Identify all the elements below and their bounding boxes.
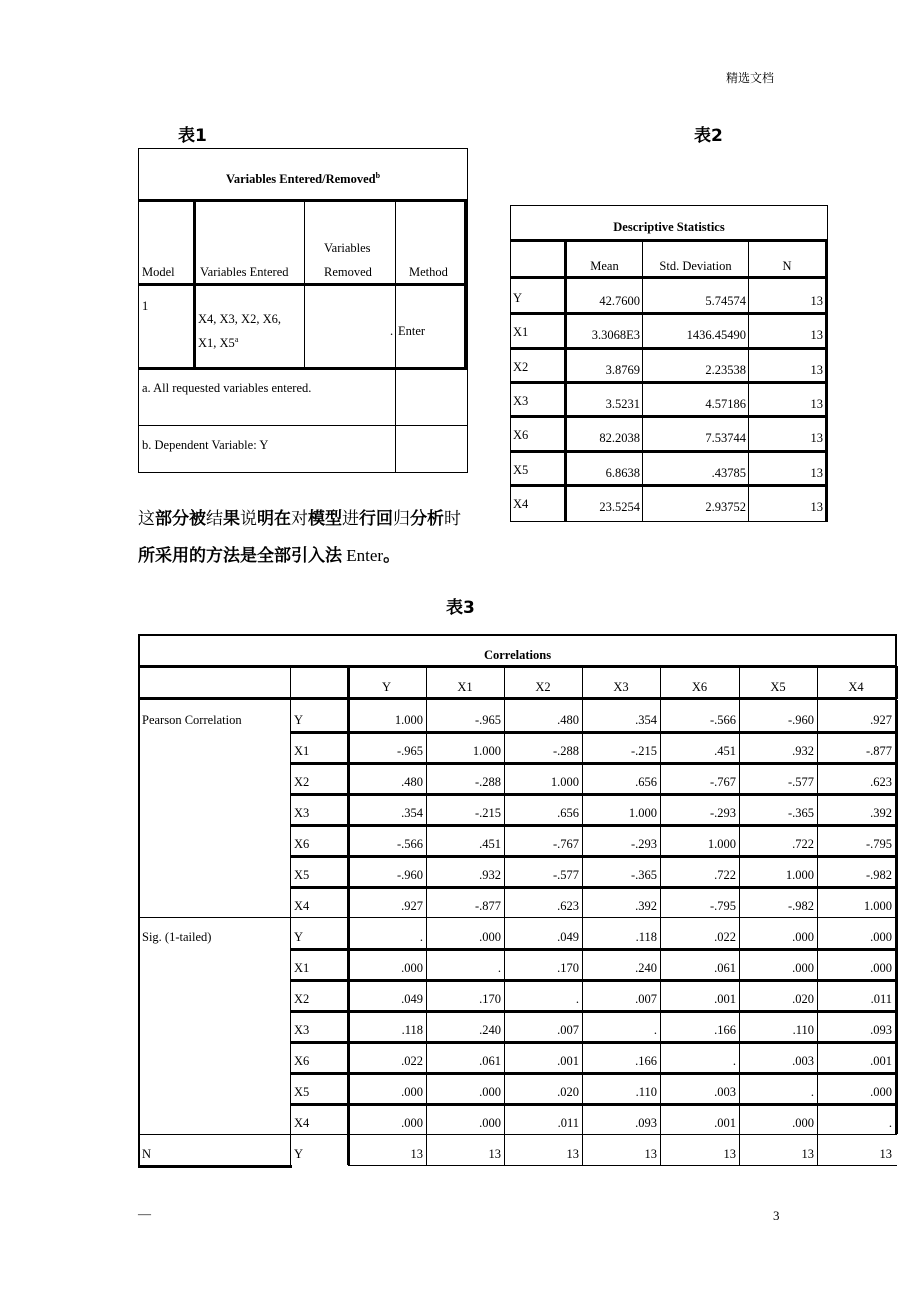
t3-cell: -.577 [787, 775, 814, 789]
t3-cell: .001 [557, 1054, 579, 1068]
t2-row-var: X3 [513, 394, 529, 408]
t3-cell: .927 [870, 713, 892, 727]
t3-row-var: Y [294, 1147, 304, 1161]
t3-cell: -.767 [552, 837, 579, 851]
t2-row-var: X2 [513, 360, 529, 374]
t2-row-mean: 82.2038 [599, 431, 640, 445]
t3-cell: .451 [714, 744, 736, 758]
t3-row-var: X3 [294, 806, 310, 820]
t3-cell: -.566 [709, 713, 736, 727]
page-header: 精选文档 [726, 71, 775, 85]
t3-cell: -.215 [474, 806, 501, 820]
t3-cell: .049 [557, 930, 579, 944]
t2-col-sd: Std. Deviation [659, 259, 732, 273]
t3-cell: -.965 [396, 744, 423, 758]
table2-label: 表2 [694, 126, 723, 146]
t2-row-sd: 2.93752 [705, 500, 746, 514]
t3-row-var: X2 [294, 992, 310, 1006]
t1-method-value: Enter [398, 324, 426, 338]
t3-row-var: X2 [294, 775, 310, 789]
t3-cell: .932 [792, 744, 814, 758]
t3-cell: .000 [792, 961, 814, 975]
t3-cell: . [419, 930, 423, 944]
t3-cell: .170 [479, 992, 501, 1006]
t3-row-var: X4 [294, 1116, 310, 1130]
t3-cell: -.293 [630, 837, 657, 851]
t3-row-var: X3 [294, 1023, 310, 1037]
t2-row-mean: 23.5254 [599, 500, 640, 514]
t3-cell: . [497, 961, 501, 975]
t2-row-sd: 7.53744 [705, 431, 746, 445]
table1-title: Variables Entered/Removed$^b$ [225, 171, 381, 187]
paragraph-line-2: 所采用的方法是全部引入法 Enter。 [138, 546, 401, 566]
t2-row-var: X1 [513, 325, 529, 339]
t3-cell: .927 [401, 899, 423, 913]
t2-row-mean: 3.5231 [605, 397, 640, 411]
t3-row-var: X1 [294, 961, 310, 975]
t3-cell: .480 [557, 713, 579, 727]
t2-row-sd: 2.23538 [705, 363, 746, 377]
t3-cell: 1.000 [785, 868, 814, 882]
t3-cell: -.960 [396, 868, 423, 882]
t3-row-var: X6 [294, 837, 310, 851]
t3-cell: 1.000 [550, 775, 579, 789]
t3-cell: 13 [801, 1147, 814, 1161]
t3-cell: -.288 [474, 775, 501, 789]
t3-cell: .110 [635, 1085, 657, 1099]
t3-cell: .354 [635, 713, 657, 727]
t3-cell: .240 [635, 961, 657, 975]
t3-cell: .000 [401, 961, 423, 975]
t3-cell: .001 [870, 1054, 892, 1068]
t3-row-var: X1 [294, 744, 310, 758]
t3-cell: 1.000 [863, 899, 892, 913]
t2-row-n: 13 [810, 466, 823, 480]
footer-dash: — [138, 1206, 151, 1221]
t3-cell: 13 [566, 1147, 579, 1161]
t2-row-sd: 1436.45490 [686, 328, 746, 342]
t3-cell: .093 [870, 1023, 892, 1037]
t1-footnote-b: b. Dependent Variable: Y [142, 438, 269, 452]
t3-cell: .022 [401, 1054, 423, 1068]
t3-col-header: Y [381, 680, 392, 694]
t3-col-header: X1 [457, 680, 473, 694]
t1-model-value: 1 [142, 299, 149, 313]
t3-section-pearson: Pearson Correlation [142, 713, 242, 727]
t3-cell: .000 [792, 1116, 814, 1130]
t3-cell: 1.000 [707, 837, 736, 851]
t3-cell: .000 [870, 930, 892, 944]
t3-cell: -.215 [630, 744, 657, 758]
t2-row-sd: 4.57186 [705, 397, 746, 411]
t3-cell: .354 [401, 806, 423, 820]
t3-cell: .000 [479, 930, 501, 944]
t3-cell: -.566 [396, 837, 423, 851]
t3-cell: 1.000 [472, 744, 501, 758]
t3-row-var: Y [294, 930, 304, 944]
t2-row-n: 13 [810, 328, 823, 342]
t3-cell: .623 [870, 775, 892, 789]
t3-cell: .093 [635, 1116, 657, 1130]
t2-row-mean: 3.8769 [605, 363, 640, 377]
t3-cell: -.365 [630, 868, 657, 882]
t3-cell: -.965 [474, 713, 501, 727]
t2-col-mean: Mean [590, 259, 619, 273]
t3-cell: .001 [714, 992, 736, 1006]
table2-title: Descriptive Statistics [613, 220, 725, 234]
t3-cell: 1.000 [394, 713, 423, 727]
t3-cell: .000 [792, 930, 814, 944]
t3-col-header: X5 [770, 680, 786, 694]
t3-cell: .170 [557, 961, 579, 975]
t2-row-n: 13 [810, 363, 823, 377]
t3-cell: .022 [714, 930, 736, 944]
paragraph-line-1: 这部分被结果说明在对模型进行回归分析时 [138, 509, 461, 529]
t3-cell: 13 [644, 1147, 657, 1161]
t3-section-n: N [142, 1147, 152, 1161]
t3-cell: . [810, 1085, 814, 1099]
t3-section-sig: Sig. (1-tailed) [142, 930, 212, 944]
t3-cell: .932 [479, 868, 501, 882]
t3-cell: .240 [479, 1023, 501, 1037]
t3-cell: .007 [557, 1023, 579, 1037]
t2-col-n: N [782, 259, 792, 273]
t2-row-var: X6 [513, 428, 529, 442]
t2-row-n: 13 [810, 397, 823, 411]
t3-cell: 13 [488, 1147, 501, 1161]
t1-removed-value: . [390, 324, 394, 338]
table1-label: 表1 [178, 126, 207, 146]
t3-cell: .020 [557, 1085, 579, 1099]
t3-cell: .722 [714, 868, 736, 882]
t2-row-mean: 42.7600 [599, 294, 640, 308]
t3-col-header: X4 [848, 680, 864, 694]
t3-cell: -.960 [787, 713, 814, 727]
t3-cell: .000 [870, 961, 892, 975]
t3-cell: .000 [401, 1116, 423, 1130]
t2-row-mean: 3.3068E3 [591, 328, 640, 342]
t3-cell: .061 [479, 1054, 501, 1068]
t3-cell: .392 [870, 806, 892, 820]
t3-cell: .392 [635, 899, 657, 913]
explanation-paragraph [138, 511, 461, 565]
t3-cell: .061 [714, 961, 736, 975]
t2-row-var: X4 [513, 497, 529, 511]
t3-row-var: Y [294, 713, 304, 727]
t1-col-removed-2: Removed [324, 265, 372, 279]
t3-col-header: X3 [613, 680, 629, 694]
t3-cell: .011 [870, 992, 892, 1006]
t3-cell: -.577 [552, 868, 579, 882]
t3-row-var: X5 [294, 868, 310, 882]
t2-row-var: X5 [513, 463, 529, 477]
t3-cell: .480 [401, 775, 423, 789]
t3-col-header: X6 [691, 680, 708, 694]
t2-row-n: 13 [810, 500, 823, 514]
t1-entered-line2: X1, X5$^a$ [198, 335, 239, 351]
t3-cell: -.288 [552, 744, 579, 758]
t3-cell: -.795 [865, 837, 892, 851]
t3-cell: .623 [557, 899, 579, 913]
t3-cell: .166 [714, 1023, 736, 1037]
t2-row-n: 13 [810, 294, 823, 308]
t3-cell: -.877 [865, 744, 892, 758]
t3-cell: .000 [479, 1116, 501, 1130]
t3-cell: .007 [635, 992, 657, 1006]
t3-cell: .722 [792, 837, 814, 851]
t3-cell: . [732, 1054, 736, 1068]
t1-entered-line1: X4, X3, X2, X6, [198, 312, 281, 326]
t3-cell: .118 [635, 930, 657, 944]
t3-cell: -.982 [787, 899, 814, 913]
t3-cell: 13 [723, 1147, 736, 1161]
t2-row-var: Y [513, 291, 523, 305]
t3-cell: .656 [635, 775, 657, 789]
t3-cell: .000 [401, 1085, 423, 1099]
t1-col-method: Method [409, 265, 448, 279]
t3-row-var: X5 [294, 1085, 310, 1099]
t3-cell: -.293 [709, 806, 736, 820]
t3-cell: 13 [410, 1147, 423, 1161]
t3-cell: -.795 [709, 899, 736, 913]
t3-row-var: X6 [294, 1054, 310, 1068]
t3-cell: 1.000 [628, 806, 657, 820]
t1-col-model: Model [142, 265, 175, 279]
t3-cell: -.767 [709, 775, 736, 789]
t1-footnote-a: a. All requested variables entered. [142, 381, 312, 395]
t3-cell: -.877 [474, 899, 501, 913]
t3-cell: . [575, 992, 579, 1006]
page-number: 3 [773, 1208, 780, 1223]
t3-cell: -.982 [865, 868, 892, 882]
t3-cell: .001 [714, 1116, 736, 1130]
t3-col-header: X2 [535, 680, 551, 694]
table3-label: 表3 [446, 598, 475, 618]
t3-cell: .011 [557, 1116, 579, 1130]
t1-col-removed-1: Variables [324, 241, 371, 255]
t3-cell: -.365 [787, 806, 814, 820]
t3-cell: .049 [401, 992, 423, 1006]
t2-row-n: 13 [810, 431, 823, 445]
t3-cell: .118 [401, 1023, 423, 1037]
t3-cell: .000 [479, 1085, 501, 1099]
t3-row-var: X4 [294, 899, 310, 913]
t3-cell: .003 [792, 1054, 814, 1068]
t3-cell: 13 [879, 1147, 892, 1161]
t3-cell: .110 [792, 1023, 814, 1037]
t3-cell: .166 [635, 1054, 657, 1068]
t3-cell: .000 [870, 1085, 892, 1099]
t3-cell: . [653, 1023, 657, 1037]
t3-cell: .451 [479, 837, 501, 851]
t3-cell: .020 [792, 992, 814, 1006]
t3-cell: .656 [557, 806, 579, 820]
t1-col-entered: Variables Entered [200, 265, 289, 279]
table3-title: Correlations [483, 648, 552, 662]
t3-cell: . [888, 1116, 892, 1130]
t2-row-mean: 6.8638 [605, 466, 640, 480]
t2-row-sd: .43785 [711, 466, 746, 480]
t2-row-sd: 5.74574 [705, 294, 746, 308]
t3-cell: .003 [714, 1085, 736, 1099]
